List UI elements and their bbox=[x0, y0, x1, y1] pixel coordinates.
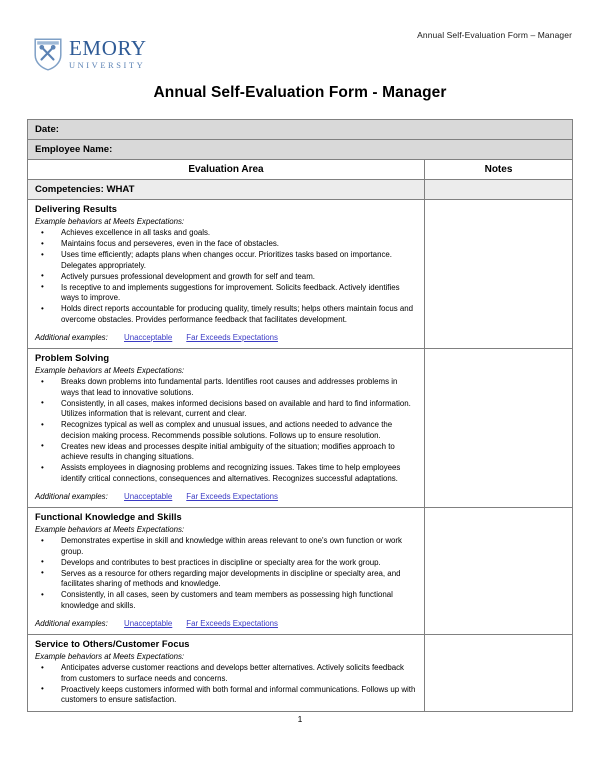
shield-icon bbox=[34, 38, 62, 71]
section-header-notes-cell bbox=[425, 180, 573, 200]
table-row bbox=[28, 349, 573, 508]
competency-subtitle: Example behaviors at Meets Expectations: bbox=[35, 366, 185, 376]
additional-examples-label: Additional examples: bbox=[35, 333, 108, 343]
column-header-evaluation-area: Evaluation Area bbox=[28, 160, 425, 180]
page-title: Annual Self-Evaluation Form - Manager bbox=[153, 84, 447, 101]
table-row bbox=[28, 200, 573, 349]
competency-subtitle: Example behaviors at Meets Expectations: bbox=[35, 652, 185, 662]
emory-university-logo bbox=[34, 38, 147, 71]
list-item: • Recognizes typical as well as complex and unusual issues, and actions needed to advance the decision making process. Recommends possible solutions. Follows up to ensure resolution. bbox=[35, 420, 416, 441]
additional-examples-row bbox=[35, 619, 416, 629]
additional-examples-row bbox=[35, 333, 416, 343]
list-item: • Proactively keeps customers informed with both formal and informal communications. Follows up with customers to ensure satisfaction. bbox=[35, 685, 416, 706]
notes-cell[interactable] bbox=[425, 349, 573, 508]
table-row bbox=[28, 508, 573, 635]
additional-examples-row bbox=[35, 492, 416, 502]
list-item: • Assists employees in diagnosing problems and recognizing issues. Takes time to help employees identify critical connections, consequences and alternatives. Recognizes successful adaptations. bbox=[35, 463, 416, 484]
competency-cell-delivering-results bbox=[28, 200, 425, 349]
brand-name: EMORY bbox=[69, 36, 147, 61]
behavior-list bbox=[35, 377, 416, 484]
additional-examples-label: Additional examples: bbox=[35, 492, 108, 502]
list-item: • Breaks down problems into fundamental parts. Identifies root causes and addresses problems in ways that lead to innovative solutions. bbox=[35, 377, 416, 398]
table-row-column-headers bbox=[28, 160, 573, 180]
notes-cell[interactable] bbox=[425, 508, 573, 635]
competency-title: Functional Knowledge and Skills bbox=[35, 512, 182, 523]
list-item: • Serves as a resource for others regarding major developments in discipline or specialty area, and facilitates sharing of methods and knowledge. bbox=[35, 569, 416, 590]
list-item: • Uses time efficiently; adapts plans when changes occur. Prioritizes tasks based on importance. Delegates appropriately. bbox=[35, 250, 416, 271]
list-item: • Develops and contributes to best practices in discipline or specialty area for the work group. bbox=[35, 558, 416, 569]
employee-name-field[interactable] bbox=[28, 140, 573, 160]
link-far-exceeds-expectations[interactable]: Far Exceeds Expectations bbox=[186, 619, 278, 629]
list-item: • Consistently, in all cases, makes informed decisions based on available and hard to find information. Utilizes information that is relevant, current and clear. bbox=[35, 399, 416, 420]
running-head: Annual Self-Evaluation Form – Manager bbox=[417, 30, 572, 40]
notes-cell[interactable] bbox=[425, 635, 573, 712]
link-far-exceeds-expectations[interactable]: Far Exceeds Expectations bbox=[186, 333, 278, 343]
list-item: • Actively pursues professional development and growth for self and team. bbox=[35, 272, 416, 283]
list-item: • Creates new ideas and processes despite initial ambiguity of the situation; modifies approach to achieve results in changing situations. bbox=[35, 442, 416, 463]
link-unacceptable[interactable]: Unacceptable bbox=[124, 619, 173, 629]
document-header bbox=[0, 0, 600, 76]
page-number: 1 bbox=[297, 714, 303, 724]
behavior-list bbox=[35, 663, 416, 706]
section-header-competencies: Competencies: WHAT bbox=[28, 180, 425, 200]
link-far-exceeds-expectations[interactable]: Far Exceeds Expectations bbox=[186, 492, 278, 502]
employee-name-label: Employee Name: bbox=[35, 144, 113, 156]
additional-examples-label: Additional examples: bbox=[35, 619, 108, 629]
list-item: • Achieves excellence in all tasks and goals. bbox=[35, 228, 416, 239]
table-row-date bbox=[28, 120, 573, 140]
list-item: • Maintains focus and perseveres, even in the face of obstacles. bbox=[35, 239, 416, 250]
evaluation-form-table bbox=[27, 119, 573, 712]
competency-cell-functional-knowledge-and-skills bbox=[28, 508, 425, 635]
behavior-list bbox=[35, 536, 416, 611]
list-item: • Demonstrates expertise in skill and knowledge within areas relevant to one's own function or work group. bbox=[35, 536, 416, 557]
emory-wordmark bbox=[69, 38, 147, 70]
brand-subtitle: UNIVERSITY bbox=[69, 61, 146, 71]
link-unacceptable[interactable]: Unacceptable bbox=[124, 333, 173, 343]
date-field[interactable] bbox=[28, 120, 573, 140]
competency-subtitle: Example behaviors at Meets Expectations: bbox=[35, 525, 185, 535]
competency-cell-problem-solving bbox=[28, 349, 425, 508]
table-row bbox=[28, 635, 573, 712]
competency-cell-service-to-others-customer-focus bbox=[28, 635, 425, 712]
table-row-employee-name bbox=[28, 140, 573, 160]
list-item: • Consistently, in all cases, seen by customers and team members as possessing high functional knowledge and skills. bbox=[35, 590, 416, 611]
competency-subtitle: Example behaviors at Meets Expectations: bbox=[35, 216, 185, 226]
competency-title: Delivering Results bbox=[35, 204, 118, 215]
list-item: • Is receptive to and implements suggestions for improvement. Solicits feedback. Actively identifies ways to improve. bbox=[35, 283, 416, 304]
behavior-list bbox=[35, 228, 416, 325]
notes-cell[interactable] bbox=[425, 200, 573, 349]
competency-title: Problem Solving bbox=[35, 353, 110, 364]
table-row-competencies-header bbox=[28, 180, 573, 200]
competency-title: Service to Others/Customer Focus bbox=[35, 639, 190, 650]
link-unacceptable[interactable]: Unacceptable bbox=[124, 492, 173, 502]
date-label: Date: bbox=[35, 124, 59, 135]
list-item: • Anticipates adverse customer reactions and develops better alternatives. Actively solicits feedback from customers to surface needs and concerns. bbox=[35, 663, 416, 684]
list-item: • Holds direct reports accountable for producing quality, timely results; helps others maintain focus and overcome obstacles. Provides performance feedback that facilitates development. bbox=[35, 304, 416, 325]
column-header-notes: Notes bbox=[425, 160, 573, 180]
